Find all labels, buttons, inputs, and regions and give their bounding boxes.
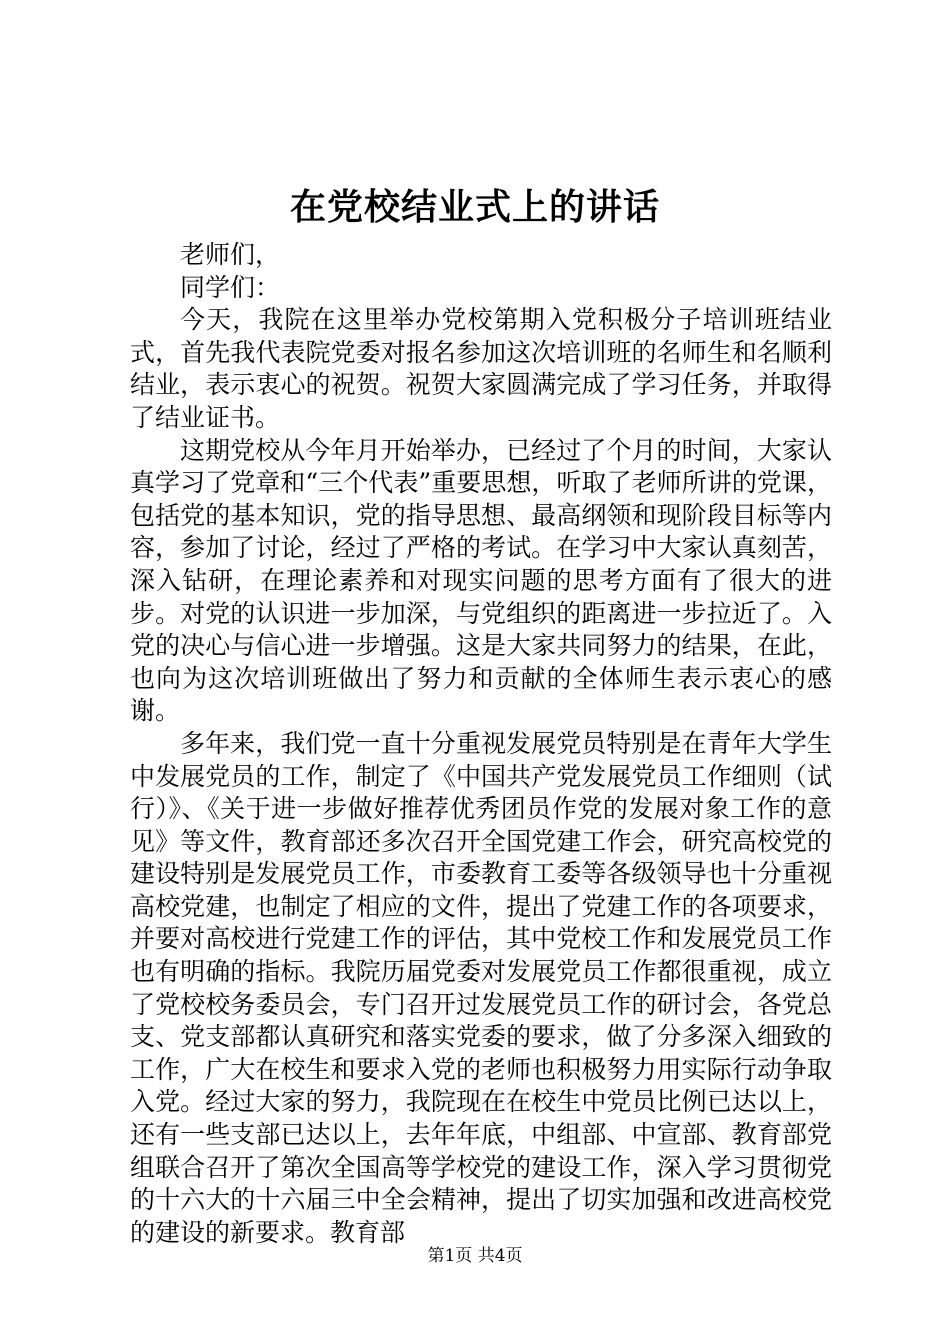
paragraph-training-review: 这期党校从今年月开始举办，已经过了个月的时间，大家认真学习了党章和“三个代表”重要思想，听取了老师所讲的党课，包括党的基本知识，党的指导思想、最高纲领和现阶段目标等内容，参加了讨论，经过了严格的考试。在学习中大家认真刻苦，深入钻研，在理论素养和对现实问题的思考方面有了很大的进步。对党的认识进一步加深，与党组织的距离进一步拉近了。入党的决心与信心进一步增强。这是大家共同努力的结果，在此，也向为这次培训班做出了努力和贡献的全体师生表示衷心的感谢。 xyxy=(130,435,832,726)
page-footer: 第1页 共4页 xyxy=(427,1246,523,1266)
document-title: 在党校结业式上的讲话 xyxy=(289,186,660,228)
paragraph-opening: 今天，我院在这里举办党校第期入党积极分子培训班结业式，首先我代表院党委对报名参加这次培训班的名师生和名顺利结业，表示衷心的祝贺。祝贺大家圆满完成了学习任务，并取得了结业证书。 xyxy=(130,305,832,432)
document-body xyxy=(130,239,832,1249)
greeting-students: 同学们： xyxy=(180,272,281,302)
greeting-teachers: 老师们， xyxy=(180,240,281,269)
paragraph-party-development: 多年来，我们党一直十分重视发展党员特别是在青年大学生中发展党员的工作，制定了《中国共产党发展党员工作细则（试行）》、《关于进一步做好推荐优秀团员作党的发展对象工作的意见》等文件，教育部还多次召开全国党建工作会，研究高校党的建设特别是发展党员工作，市委教育工委等各级领导也十分重视高校党建，也制定了相应的文件，提出了党建工作的各项要求，并要对高校进行党建工作的评估，其中党校工作和发展党员工作也有明确的指标。我院历届党委对发展党员工作都很重视，成立了党校校务委员会，专门召开过发展党员工作的研讨会，各党总支、党支部都认真研究和落实党委的要求，做了分多深入细致的工作，广大在校生和要求入党的老师也积极努力用实际行动争取入党。经过大家的努力，我院现在在校生中党员比例已达以上，还有一些支部已达以上，去年年底，中组部、中宣部、教育部党组联合召开了第次全国高等学校党的建设工作，深入学习贯彻党的十六大的十六届三中全会精神，提出了切实加强和改进高校党的建设的新要求。教育部 xyxy=(130,728,832,1247)
